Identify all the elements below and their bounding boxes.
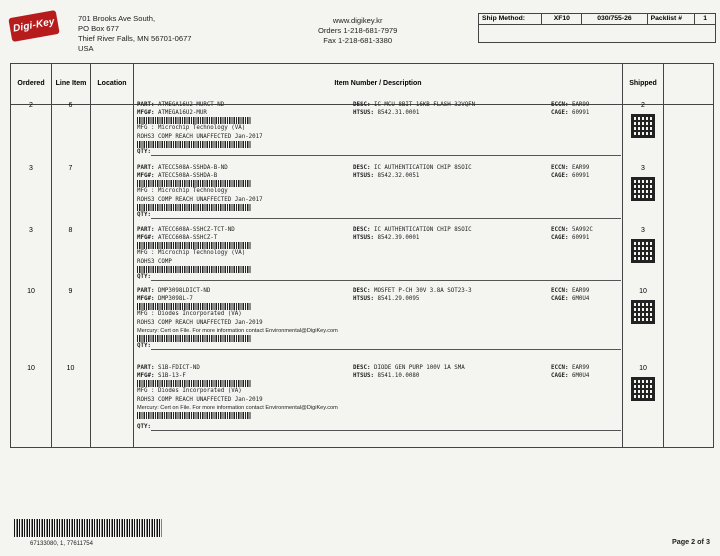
address-line: USA	[78, 44, 94, 53]
qr-code-icon	[631, 177, 655, 201]
htsus-code: 8542.32.0051	[377, 173, 420, 180]
digikey-logo: Digi-Key	[8, 10, 59, 42]
part-block: PART: ATECC508A-SSHDA-B-ND MFG#: ATECC508A-SSHDA-B MFG : Microchip Technology ROHS3 COMP REACH UNAFFECTED Jan-2017 QTY:	[137, 164, 621, 219]
mercury-note: Mercury: Cert on File. For more information contact Environmental@DigiKey.com	[137, 327, 338, 334]
compliance: ROHS3 COMP REACH UNAFFECTED Jan-2019	[137, 319, 263, 326]
address-line: 701 Brooks Ave South,	[78, 14, 156, 23]
part-number: ATMEGA16U2-MURCT-ND	[157, 102, 225, 108]
compliance: ROHS3 COMP REACH UNAFFECTED Jan-2019	[137, 396, 263, 403]
eccn-code: EAR99	[571, 102, 590, 108]
cage-code: 60991	[571, 110, 590, 117]
eccn-code: EAR99	[571, 165, 590, 171]
ordered-qty: 10	[27, 365, 35, 372]
barcode	[137, 117, 251, 124]
eccn-block: ECCN: 5A992C CAGE: 60991	[551, 227, 593, 242]
cage-code: 6M0U4	[571, 373, 590, 380]
desc-block: DESC: MOSFET P-CH 30V 3.8A SOT23-3 HTSUS: 8541.29.0095	[353, 288, 472, 303]
qty-field	[151, 343, 621, 350]
htsus-code: 8542.31.0001	[377, 110, 420, 117]
line-number: 6	[68, 102, 73, 109]
website[interactable]: www.digikey.kr	[332, 16, 383, 25]
company-contact	[318, 16, 397, 46]
col-location: Location	[97, 80, 127, 87]
compliance: ROHS3 COMP REACH UNAFFECTED Jan-2017	[137, 196, 263, 203]
part-block: PART: ATECC608A-SSHCZ-TCT-ND MFG#: ATECC608A-SSHCZ-T MFG : Microchip Technology (VA) ROHS3 COMP QTY:	[137, 226, 621, 281]
eccn-code: 5A992C	[571, 227, 593, 233]
desc-block: DESC: IC AUTHENTICATION CHIP 8SOIC HTSUS: 8542.32.0051	[353, 165, 472, 180]
part-block: PART: S1B-FDICT-ND MFG#: S1B-13-F MFG : Diodes Incorporated (VA) ROHS3 COMP REACH UNAFFECTED Jan-2019 Mercury: Cert on File. For more information contact Environmental@DigiKey.com QTY:	[137, 364, 621, 431]
cage-code: 60991	[571, 235, 590, 242]
manufacturer: MFG : Microchip Technology (VA)	[137, 250, 246, 257]
manufacturer: MFG : Microchip Technology	[137, 188, 228, 195]
footer-barcode-number: 67133080, 1, 77611754	[30, 541, 93, 547]
cage-code: 6M0U4	[571, 296, 590, 303]
mfg-part-number: ATECC508A-SSHDA-B	[157, 173, 218, 180]
shipped-qty: 10	[639, 365, 647, 372]
packlist-label: Packlist #	[648, 14, 696, 24]
desc-block: DESC: IC AUTHENTICATION CHIP 8SOIC HTSUS: 8542.39.0001	[353, 227, 472, 242]
ship-method-value: XF10	[542, 14, 582, 24]
qr-code-icon	[631, 300, 655, 324]
ordered-qty: 2	[29, 102, 33, 109]
manufacturer: MFG : Diodes Incorporated (VA)	[137, 388, 242, 395]
manufacturer: MFG : Diodes Incorporated (VA)	[137, 311, 242, 318]
qty-field	[151, 212, 621, 219]
order-reference: 030/755-26	[582, 14, 647, 24]
description: IC AUTHENTICATION CHIP 8SOIC	[373, 165, 472, 171]
mfg-part-number: S1B-13-F	[157, 373, 186, 380]
eccn-code: EAR99	[571, 288, 590, 294]
htsus-code: 8541.10.0080	[377, 373, 420, 380]
part-number: DMP3098LDICT-ND	[157, 288, 211, 294]
line-number: 7	[68, 165, 73, 172]
part-number: S1B-FDICT-ND	[157, 365, 200, 371]
part-block: PART: DMP3098LDICT-ND MFG#: DMP3098L-7 MFG : Diodes Incorporated (VA) ROHS3 COMP REACH UNAFFECTED Jan-2019 Mercury: Cert on File. For more information contact Environmental@DigiKey.com QTY:	[137, 287, 621, 350]
htsus-code: 8542.39.0001	[377, 235, 420, 242]
fax-number: Fax 1-218-681-3380	[323, 36, 393, 45]
col-shipped: Shipped	[629, 80, 657, 87]
table-header	[11, 64, 713, 105]
company-address	[78, 14, 192, 54]
qty-field	[151, 274, 621, 281]
desc-block: DESC: IC MCU 8BIT 16KB FLASH 32VQFN HTSUS: 8542.31.0001	[353, 102, 476, 117]
eccn-block: ECCN: EAR99 CAGE: 6M0U4	[551, 288, 590, 303]
barcode	[137, 380, 251, 387]
barcode	[137, 204, 251, 211]
page-number: Page 2 of 3	[672, 537, 710, 546]
shipped-qty: 3	[641, 227, 645, 234]
mfg-part-number: DMP3098L-7	[157, 296, 193, 303]
eccn-block: ECCN: EAR99 CAGE: 60991	[551, 165, 590, 180]
description: IC AUTHENTICATION CHIP 8SOIC	[373, 227, 472, 233]
line-number: 10	[66, 365, 75, 372]
ship-method-label: Ship Method:	[479, 14, 542, 24]
eccn-block: ECCN: EAR99 CAGE: 60991	[551, 102, 590, 117]
description: MOSFET P-CH 30V 3.8A SOT23-3	[373, 288, 472, 294]
line-number: 9	[68, 288, 73, 295]
table-row	[11, 167, 713, 230]
part-number: ATECC508A-SSHDA-B-ND	[157, 165, 228, 171]
packlist-value: 1	[703, 15, 708, 22]
shipped-qty: 3	[641, 165, 645, 172]
barcode	[137, 335, 251, 342]
description: DIODE GEN PURP 100V 1A SMA	[373, 365, 465, 371]
htsus-code: 8541.29.0095	[377, 296, 420, 303]
shipped-qty: 10	[639, 288, 647, 295]
col-item-description: Item Number / Description	[334, 80, 422, 87]
barcode	[137, 412, 251, 419]
barcode	[137, 180, 251, 187]
eccn-block: ECCN: EAR99 CAGE: 6M0U4	[551, 365, 590, 380]
barcode	[137, 242, 251, 249]
part-number: ATECC608A-SSHCZ-TCT-ND	[157, 227, 235, 233]
compliance: ROHS3 COMP	[137, 258, 172, 265]
mfg-part-number: ATMEGA16U2-MUR	[157, 110, 207, 117]
orders-phone: Orders 1-218-681-7979	[318, 26, 398, 35]
col-line-item: Line Item	[55, 80, 87, 87]
table-row	[11, 290, 713, 353]
manufacturer: MFG : Microchip Technology (VA)	[137, 125, 246, 132]
qr-code-icon	[631, 239, 655, 263]
col-ordered: Ordered	[17, 80, 45, 87]
table-row	[11, 229, 713, 292]
address-line: Thief River Falls, MN 56701-0677	[78, 34, 192, 43]
ship-info-box	[478, 13, 716, 43]
barcode	[137, 303, 251, 310]
qr-code-icon	[631, 114, 655, 138]
qty-field	[151, 424, 621, 431]
table-row	[11, 367, 713, 430]
ordered-qty: 10	[27, 288, 35, 295]
cage-code: 60991	[571, 173, 590, 180]
desc-block: DESC: DIODE GEN PURP 100V 1A SMA HTSUS: 8541.10.0080	[353, 365, 465, 380]
mfg-part-number: ATECC608A-SSHCZ-T	[157, 235, 218, 242]
qr-code-icon	[631, 377, 655, 401]
shipped-qty: 2	[641, 102, 645, 109]
qty-field	[151, 149, 621, 156]
table-row	[11, 104, 713, 167]
eccn-code: EAR99	[571, 365, 590, 371]
address-line: PO Box 677	[78, 24, 119, 33]
part-block: PART: ATMEGA16U2-MURCT-ND MFG#: ATMEGA16U2-MUR MFG : Microchip Technology (VA) ROHS3 COMP REACH UNAFFECTED Jan-2017 QTY:	[137, 101, 621, 156]
barcode	[137, 141, 251, 148]
compliance: ROHS3 COMP REACH UNAFFECTED Jan-2017	[137, 133, 263, 140]
items-table	[10, 63, 714, 448]
barcode	[137, 266, 251, 273]
description: IC MCU 8BIT 16KB FLASH 32VQFN	[373, 102, 476, 108]
footer-barcode	[14, 519, 162, 537]
mercury-note: Mercury: Cert on File. For more information contact Environmental@DigiKey.com	[137, 404, 338, 411]
ordered-qty: 3	[29, 227, 33, 234]
ordered-qty: 3	[29, 165, 33, 172]
line-number: 8	[68, 227, 73, 234]
